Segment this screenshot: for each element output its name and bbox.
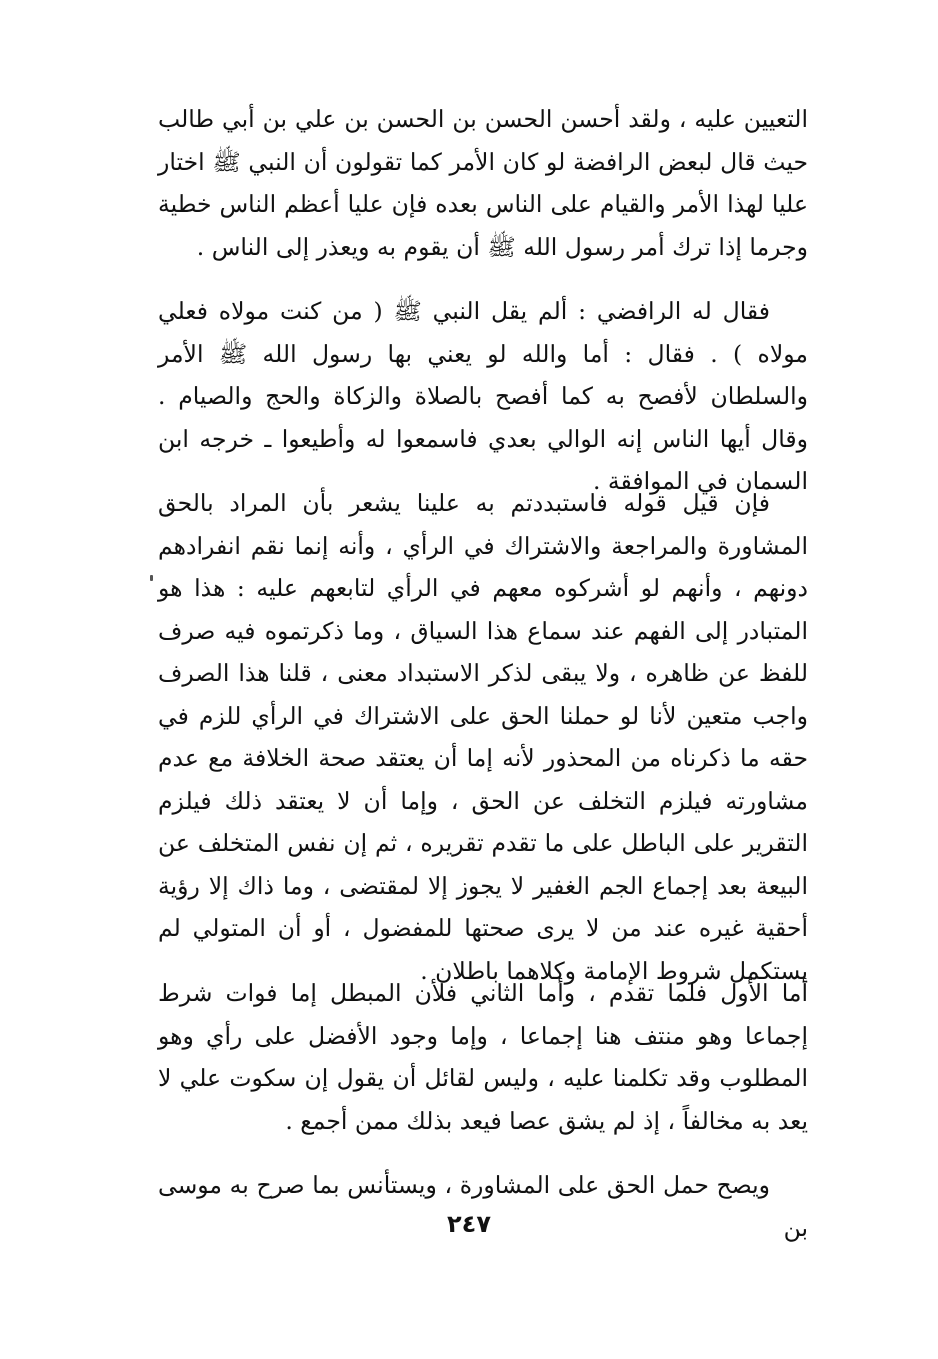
paragraph-1: التعيين عليه ، ولقد أحسن الحسن بن الحسن بن علي بن أبي طالب حيث قال لبعض الرافضة لو كان الأمر كما تقولون أن النبي ﷺ اختار عليا لهذا الأمر والقيام على الناس بعده فإن عليا أعظم الناس خطية وجرما إذا ترك أمر رسول الله ﷺ أن يقوم به ويعذر إلى الناس . bbox=[158, 105, 808, 261]
paragraph-5: ويصح حمل الحق على المشاورة ، ويستأنس بما صرح به موسى بن bbox=[158, 1171, 808, 1242]
page-body bbox=[158, 98, 808, 1248]
paragraph-2: فقال له الرافضي : ألم يقل النبي ﷺ ( من كنت مولاه فعلي مولاه ) . فقال : أما والله لو يعني بها رسول الله ﷺ الأمر والسلطان لأفصح به كما أفصح بالصلاة والزكاة والحج والصيام . وقال أيها الناس إنه الوالي بعدي فاسمعوا له وأطيعوا ـ خرجه ابن السمان في الموافقة . bbox=[158, 297, 808, 495]
paragraph-3: فإن قيل قوله فاستبددتم به علينا يشعر بأن المراد بالحق المشاورة والمراجعة والاشتراك في الرأي ، وأنه إنما نقم انفرادهم دونهم ، وأنهم لو أشركوه معهم في الرأي لتابعهم عليه : هذا هو المتبادر إلى الفهم عند سماع هذا السياق ، وما ذكرتموه فيه صرف للفظ عن ظاهره ، ولا يبقى لذكر الاستبداد معنى ، قلنا هذا الصرف واجب متعين لأنا لو حملنا الحق على الاشتراك في الرأي للزم في حقه ما ذكرناه من المحذور لأنه إما أن يعتقد صحة الخلافة مع عدم مشاورته فيلزم التخلف عن الحق ، وإما أن لا يعتقد ذلك فيلزم التقرير على الباطل على ما تقدم تقريره ، ثم إن نفس المتخلف عن البيعة بعد إجماع الجم الغفير لا يجوز إلا لمقتضى ، وما ذاك إلا رؤية أحقية غيره عند من لا يرى صحتها للمفضول ، أو أن المتولي لم يستكمل شروط الإمامة وكلاهما باطلان . bbox=[158, 489, 808, 985]
scan-speck bbox=[150, 575, 153, 581]
paragraph-4: أما الأول فلما تقدم ، وأما الثاني فلأن المبطل إما فوات شرط إجماعا وهو منتف هنا إجماعا ، وإما وجود الأفضل على رأي وهو المطلوب وقد تكلمنا عليه ، وليس لقائل أن يقول إن سكوت علي لا يعد به مخالفاً ، إذ لم يشق عصا فيعد بذلك ممن أجمع . bbox=[158, 979, 808, 1135]
page-number: ٢٤٧ bbox=[447, 1210, 491, 1238]
